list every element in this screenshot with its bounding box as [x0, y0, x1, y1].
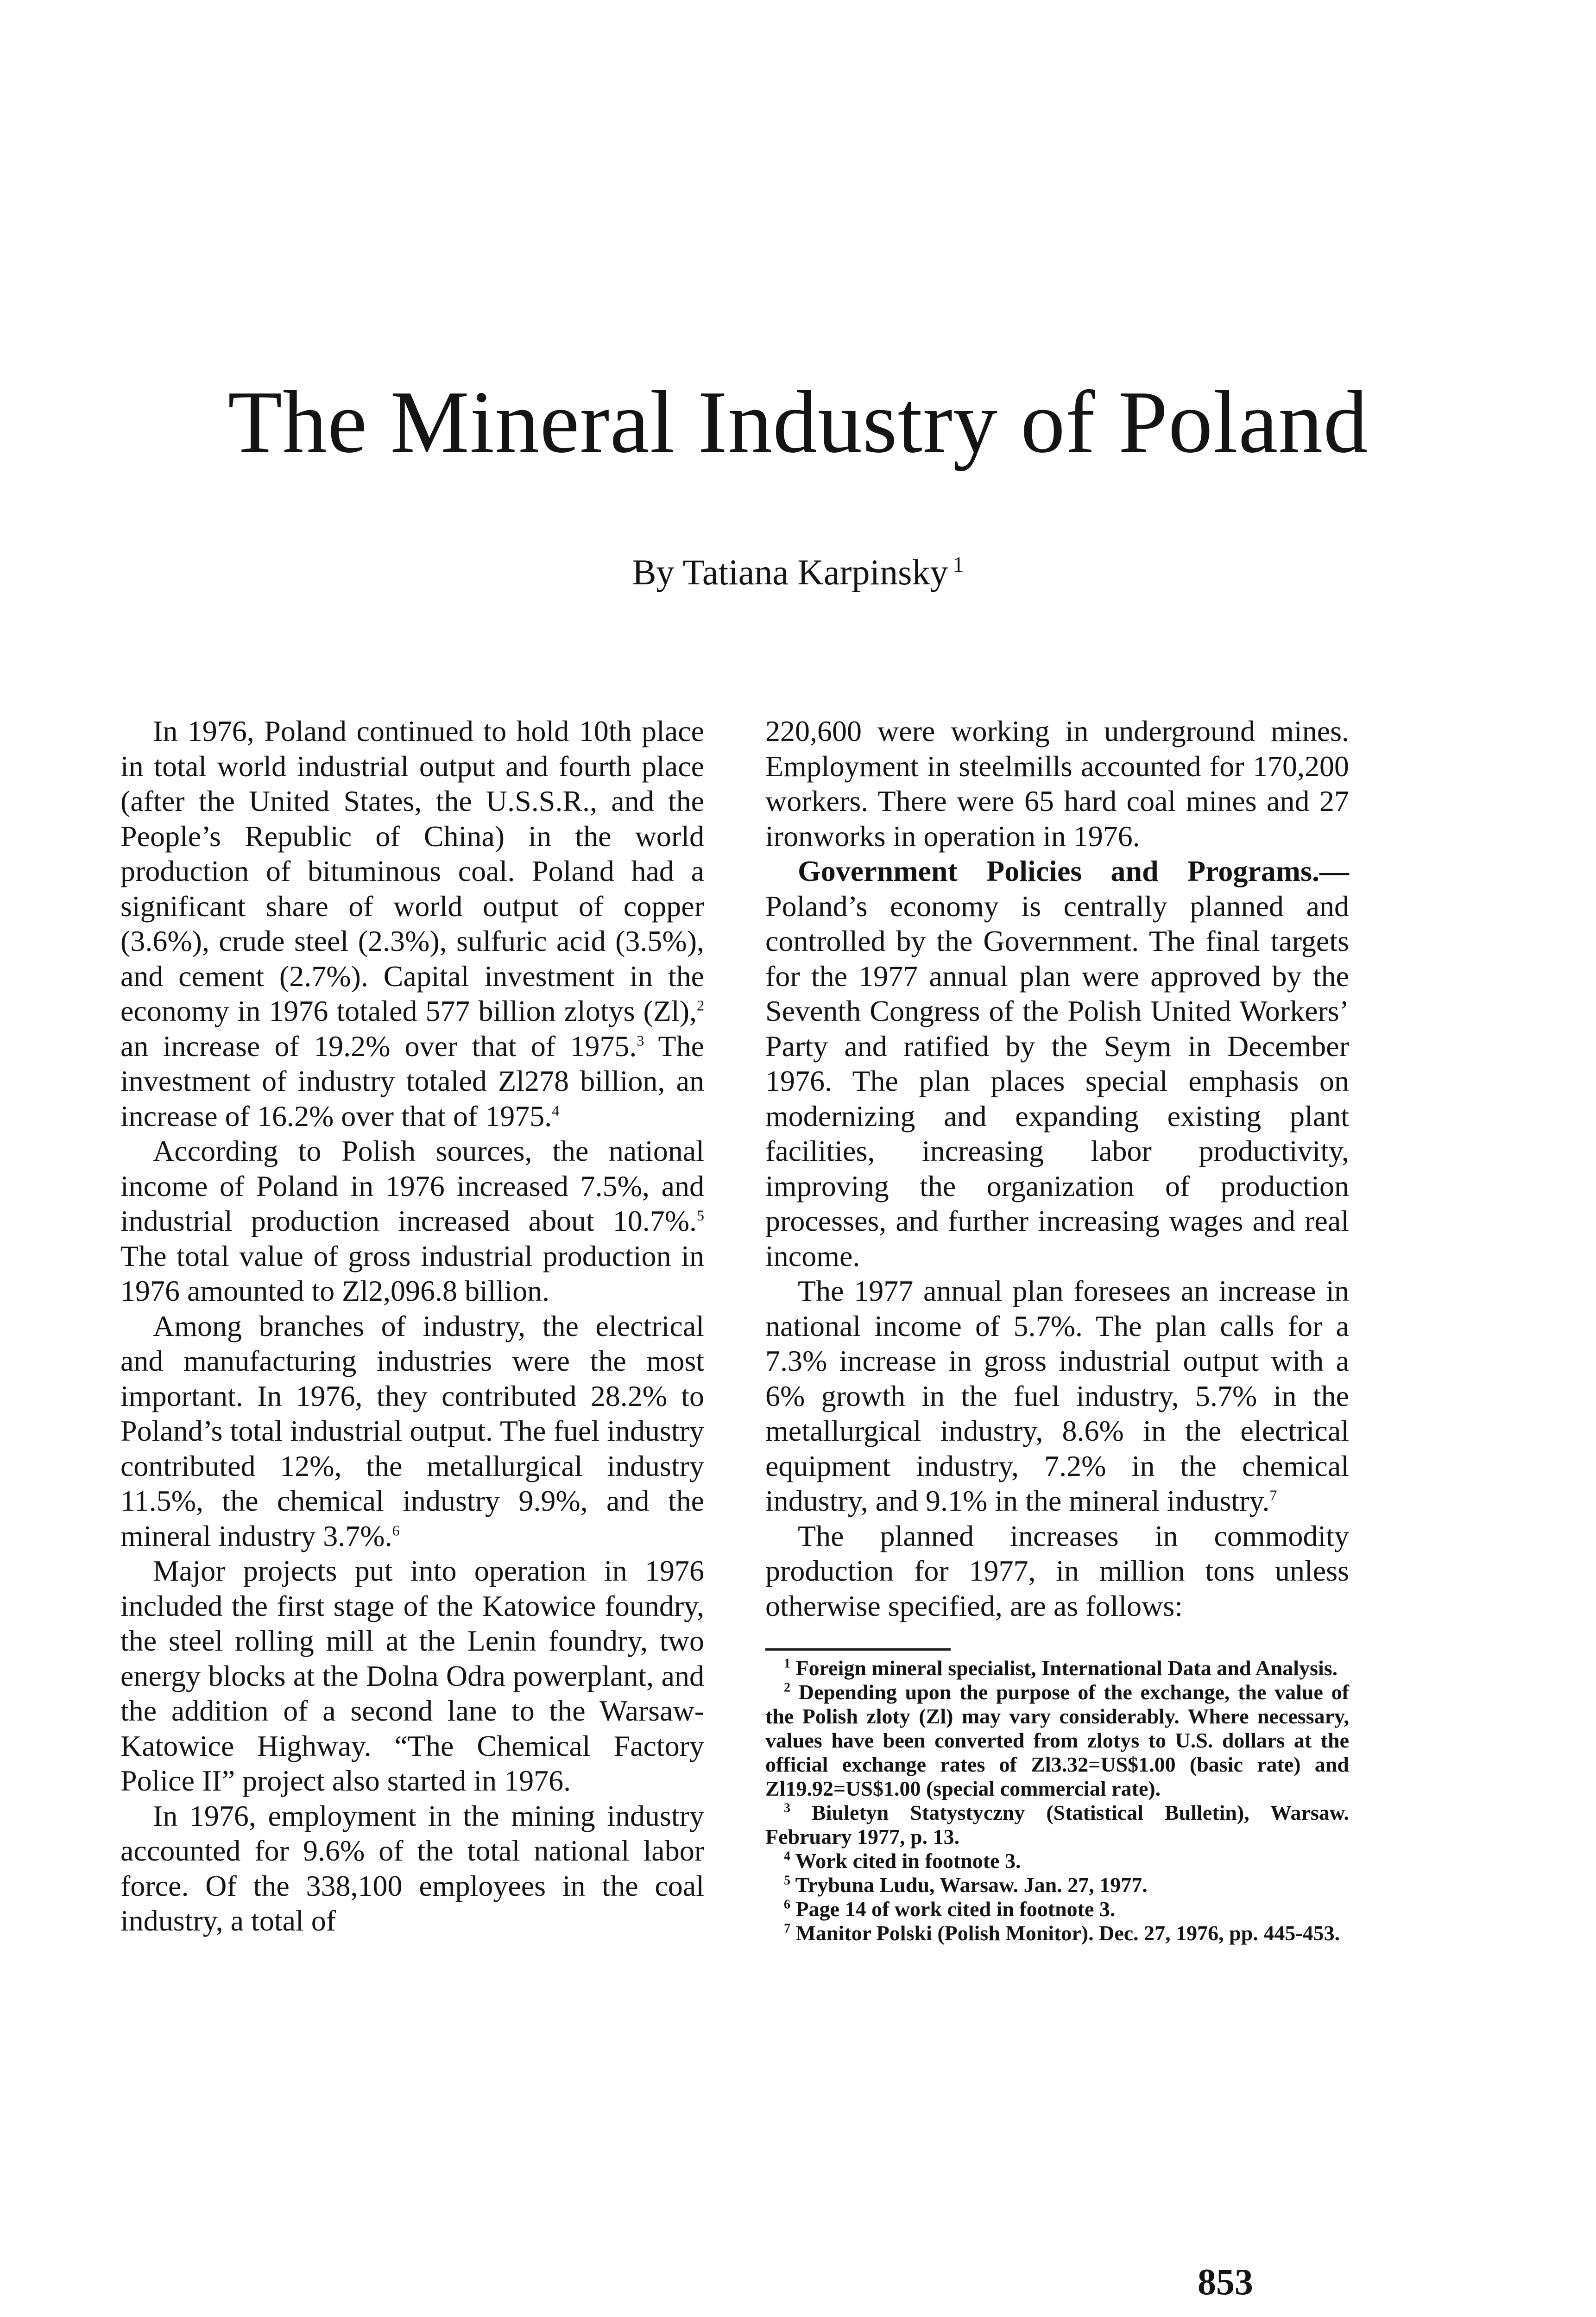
paragraph	[120, 1553, 704, 1798]
left-column	[120, 714, 704, 1938]
footnote	[765, 1656, 1349, 1680]
paragraph	[765, 714, 1349, 854]
footnote-text: Trybuna Ludu, Warsaw. Jan. 27, 1977.	[790, 1873, 1148, 1897]
footnote-divider	[765, 1648, 951, 1651]
footnote-number: 7	[784, 1921, 790, 1936]
text-run: Poland’s economy is centrally planned and controlled by the Government. The final targets for the 1977 annual plan were approved by the Seventh Congress of the Polish United Workers’ Party and ratified by the Seym in December 1976. The plan places special emphasis on modernizing and expanding existing plant facilities, increasing labor productivity, improving the organization of production processes, and further increasing wages and real income.	[765, 889, 1349, 1272]
text-run: Major projects put into operation in 1976 included the first stage of the Katowice foundry, the steel rolling mill at the Lenin foundry, two energy blocks at the Dolna Odra powerplant, and the addition of a second lane to the Warsaw-Katowice Highway. “The Chemical Factory Police II” project also started in 1976.	[120, 1554, 704, 1797]
byline-footnote-ref: 1	[953, 552, 964, 577]
footnote	[765, 1849, 1349, 1873]
text-run: an increase of 19.2% over that of 1975.	[120, 1029, 637, 1063]
paragraph	[765, 1273, 1349, 1519]
footnote-text: Work cited in footnote 3.	[790, 1849, 1021, 1873]
footnote-number: 3	[784, 1801, 790, 1816]
footnote-text: Foreign mineral specialist, International Data and Analysis.	[790, 1656, 1338, 1680]
footnote-number: 1	[784, 1656, 790, 1671]
footnote	[765, 1921, 1349, 1945]
footnote	[765, 1680, 1349, 1801]
text-run: In 1976, Poland continued to hold 10th place in total world industrial output and fourth place (after the United States, the U.S.S.R., and the People’s Republic of China) in the world production of bituminous coal. Poland had a significant share of world output of copper (3.6%), crude steel (2.3%), sulfuric acid (3.5%), and cement (2.7%). Capital investment in the economy in 1976 totaled 577 billion zlotys (Zl),	[120, 715, 704, 1027]
paragraph	[120, 1309, 704, 1554]
footnote-text: Manitor Polski (Polish Monitor). Dec. 27, 1976, pp. 445-453.	[790, 1921, 1340, 1945]
footnote	[765, 1897, 1349, 1921]
paragraph	[120, 1798, 704, 1938]
author-name: By Tatiana Karpinsky	[632, 552, 948, 592]
footnote-ref: 6	[392, 1522, 400, 1539]
byline	[0, 551, 1596, 593]
paragraph	[765, 854, 1349, 1273]
page-number: 853	[1198, 2262, 1253, 2303]
text-run: Among branches of industry, the electrical and manufacturing industries were the most important. In 1976, they contributed 28.2% to Poland’s total industrial output. The fuel industry contributed 12%, the metallurgical industry 11.5%, the chemical industry 9.9%, and the mineral industry 3.7%.	[120, 1309, 704, 1552]
article-title: The Mineral Industry of Poland	[227, 373, 1369, 471]
footnote-number: 2	[784, 1680, 790, 1695]
text-run: In 1976, employment in the mining industry accounted for 9.6% of the total national labor force. Of the 338,100 employees in the coal industry, a total of	[120, 1799, 704, 1937]
footnotes	[765, 1656, 1349, 1945]
footnote-number: 5	[784, 1873, 790, 1888]
footnote-ref: 4	[552, 1102, 560, 1119]
text-run: According to Polish sources, the national income of Poland in 1976 increased 7.5%, and industrial production increased about 10.7%.	[120, 1134, 704, 1237]
footnote-number: 6	[784, 1897, 790, 1912]
footnote-ref: 3	[637, 1032, 644, 1049]
paragraph	[120, 1133, 704, 1309]
footnote-ref: 7	[1269, 1487, 1277, 1504]
right-column	[765, 714, 1349, 1945]
footnote	[765, 1873, 1349, 1897]
footnote-text: Depending upon the purpose of the exchange, the value of the Polish zloty (Zl) may vary considerably. Where necessary, values have been converted from zlotys to U.S. dollars at the official exchange rates of Zl3.32=US$1.00 (basic rate) and Zl19.92=US$1.00 (special commercial rate).	[765, 1680, 1349, 1800]
paragraph	[120, 714, 704, 1133]
footnote-ref: 2	[697, 997, 704, 1014]
text-run: The planned increases in commodity production for 1977, in million tons unless otherwise specified, are as follows:	[765, 1519, 1349, 1622]
footnote-number: 4	[784, 1849, 790, 1864]
footnote	[765, 1801, 1349, 1849]
footnote-text: Page 14 of work cited in footnote 3.	[790, 1897, 1116, 1921]
text-run: 220,600 were working in underground mines. Employment in steelmills accounted for 170,200 workers. There were 65 hard coal mines and 27 ironworks in operation in 1976.	[765, 715, 1349, 853]
footnote-ref: 5	[697, 1207, 704, 1224]
right-column-body	[765, 714, 1349, 1623]
paragraph	[765, 1519, 1349, 1624]
section-heading: Government Policies and Programs.—	[798, 855, 1349, 887]
text-run: The 1977 annual plan foresees an increase in national income of 5.7%. The plan calls for a 7.3% increase in gross industrial output with a 6% growth in the fuel industry, 5.7% in the metallurgical industry, 8.6% in the electrical equipment industry, 7.2% in the chemical industry, and 9.1% in the mineral industry.	[765, 1274, 1349, 1517]
footnote-text: Biuletyn Statystyczny (Statistical Bulletin), Warsaw. February 1977, p. 13.	[765, 1801, 1349, 1849]
text-run: The investment of industry totaled Zl278 billion, an increase of 16.2% over that of 1975.	[120, 1029, 704, 1133]
text-run: The total value of gross industrial production in 1976 amounted to Zl2,096.8 billion.	[120, 1239, 704, 1307]
